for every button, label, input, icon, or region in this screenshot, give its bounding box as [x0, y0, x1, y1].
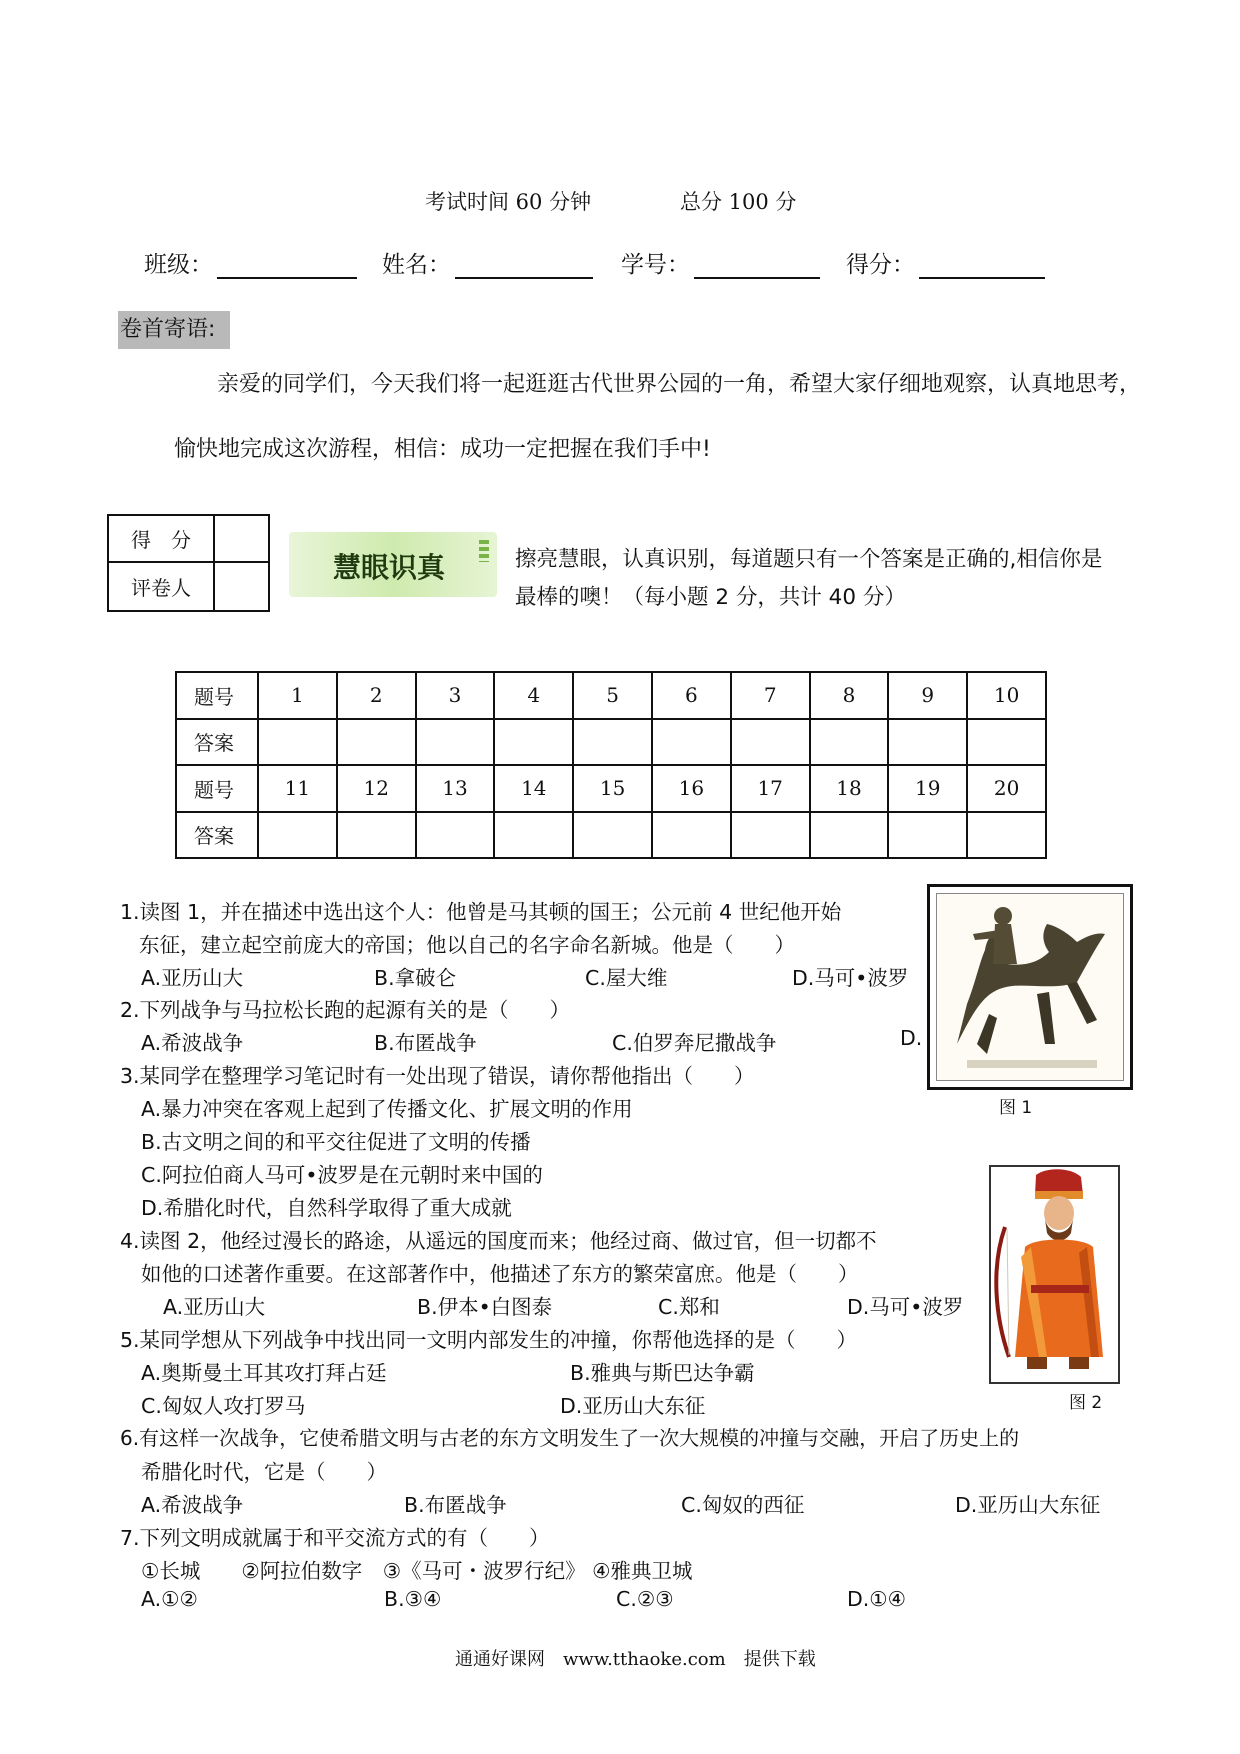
q1-option-b[interactable]: B.拿破仑 [374, 966, 457, 990]
answer-cell[interactable] [573, 719, 652, 766]
q2-option-d[interactable]: D. [900, 1026, 923, 1050]
answer-cell[interactable] [494, 812, 573, 859]
preface-line-1: 亲爱的同学们，今天我们将一起逛逛古代世界公园的一角，希望大家仔细地观察，认真地思考， [217, 372, 1142, 397]
preface-line-2: 愉快地完成这次游程，相信：成功一定把握在我们手中! [174, 437, 711, 462]
q4-option-d[interactable]: D.马可•波罗 [847, 1295, 964, 1319]
answer-table-answer-label: 答案 [176, 812, 258, 859]
q4-option-a[interactable]: A.亚历山大 [163, 1295, 266, 1319]
score-box [107, 514, 270, 612]
q4-line-2: 如他的口述著作重要。在这部著作中，他描述了东方的繁荣富庶。他是（ ） [141, 1262, 859, 1286]
answer-table-number: 15 [573, 765, 652, 812]
answer-cell[interactable] [573, 812, 652, 859]
score-box-grader-cell[interactable] [214, 562, 269, 611]
answer-cell[interactable] [731, 812, 810, 859]
q3-stem: 3.某同学在整理学习笔记时有一处出现了错误，请你帮他指出（ ） [120, 1064, 755, 1088]
answer-table-number: 12 [337, 765, 416, 812]
student-no-label: 学号： [621, 252, 690, 278]
q7-option-c[interactable]: C.②③ [616, 1587, 674, 1611]
answer-cell[interactable] [258, 719, 337, 766]
q6-option-b[interactable]: B.布匿战争 [404, 1493, 507, 1517]
answer-table-number: 6 [652, 672, 731, 719]
answer-cell[interactable] [967, 812, 1046, 859]
answer-cell[interactable] [652, 812, 731, 859]
answer-table-number: 8 [810, 672, 889, 719]
total-score: 总分 100 分 [680, 190, 797, 214]
section-instruction-2: 最棒的噢！（每小题 2 分，共计 40 分） [515, 585, 906, 610]
q1-option-d[interactable]: D.马可•波罗 [792, 966, 909, 990]
q7-option-a[interactable]: A.①② [141, 1587, 198, 1611]
q4-option-c[interactable]: C.郑和 [658, 1295, 720, 1319]
answer-table-number: 2 [337, 672, 416, 719]
answer-cell[interactable] [652, 719, 731, 766]
q5-option-c[interactable]: C.匈奴人攻打罗马 [141, 1394, 306, 1418]
figure-1-caption: 图 1 [999, 1098, 1033, 1118]
figure-2 [989, 1165, 1120, 1384]
answer-table-number: 16 [652, 765, 731, 812]
q2-stem: 2.下列战争与马拉松长跑的起源有关的是（ ） [120, 998, 571, 1022]
name-blank[interactable] [455, 255, 593, 279]
q1-line-1: 1.读图 1，并在描述中选出这个人：他曾是马其顿的国王；公元前 4 世纪他开始 [120, 900, 842, 924]
preface-label: 卷首寄语: [118, 311, 230, 349]
q4-option-b[interactable]: B.伊本•白图泰 [417, 1295, 553, 1319]
answer-table-number: 18 [810, 765, 889, 812]
answer-table-answer-label: 答案 [176, 719, 258, 766]
answer-cell[interactable] [337, 719, 416, 766]
q7-option-b[interactable]: B.③④ [384, 1587, 442, 1611]
answer-cell[interactable] [416, 719, 495, 766]
figure-2-caption: 图 2 [1069, 1393, 1103, 1413]
q7-stem: 7.下列文明成就属于和平交流方式的有（ ） [120, 1526, 550, 1550]
answer-cell[interactable] [337, 812, 416, 859]
answer-table-number: 19 [888, 765, 967, 812]
answer-cell[interactable] [416, 812, 495, 859]
q3-option-a[interactable]: A.暴力冲突在客观上起到了传播文化、扩展文明的作用 [141, 1097, 633, 1121]
answer-table-number: 17 [731, 765, 810, 812]
q7-items: ①长城 ②阿拉伯数字 ③《马可・波罗行纪》 ④雅典卫城 [141, 1559, 693, 1583]
banner-stripe-icon [479, 540, 489, 562]
portrait-figure-icon [991, 1167, 1118, 1382]
q3-option-b[interactable]: B.古文明之间的和平交往促进了文明的传播 [141, 1130, 531, 1154]
student-no-blank[interactable] [694, 255, 820, 279]
answer-cell[interactable] [494, 719, 573, 766]
q1-option-a[interactable]: A.亚历山大 [141, 966, 244, 990]
answer-table-number: 10 [967, 672, 1046, 719]
section-banner-title: 慧眼识真 [333, 551, 446, 584]
score-box-score-label: 得 分 [108, 515, 214, 562]
equestrian-statue-icon [937, 894, 1123, 1080]
answer-table-number: 5 [573, 672, 652, 719]
section-banner [289, 532, 497, 597]
q1-line-2: 东征，建立起空前庞大的帝国；他以自己的名字命名新城。他是（ ） [139, 933, 795, 957]
answer-table-number: 7 [731, 672, 810, 719]
answer-cell[interactable] [967, 719, 1046, 766]
answer-table-number: 1 [258, 672, 337, 719]
answer-table-number: 4 [494, 672, 573, 719]
answer-table-number-label: 题号 [176, 672, 258, 719]
answer-table-number-label: 题号 [176, 765, 258, 812]
class-field[interactable] [144, 246, 357, 279]
name-field[interactable] [382, 246, 593, 279]
answer-table-number: 3 [416, 672, 495, 719]
answer-table-number: 11 [258, 765, 337, 812]
q5-option-a[interactable]: A.奥斯曼土耳其攻打拜占廷 [141, 1361, 387, 1385]
q6-option-a[interactable]: A.希波战争 [141, 1493, 244, 1517]
student-no-field[interactable] [621, 246, 820, 279]
answer-table-number: 9 [888, 672, 967, 719]
q3-option-c[interactable]: C.阿拉伯商人马可•波罗是在元朝时来中国的 [141, 1163, 543, 1187]
q5-option-b[interactable]: B.雅典与斯巴达争霸 [570, 1361, 755, 1385]
answer-table-number: 20 [967, 765, 1046, 812]
score-label: 得分： [846, 252, 915, 278]
figure-1 [927, 884, 1133, 1090]
q2-option-c[interactable]: C.伯罗奔尼撒战争 [612, 1031, 777, 1055]
answer-table [175, 671, 1047, 859]
footer-source: 通通好课网 www.tthaoke.com 提供下载 [455, 1649, 816, 1670]
section-instruction-1: 擦亮慧眼，认真识别，每道题只有一个答案是正确的,相信你是 [515, 547, 1103, 572]
q5-stem: 5.某同学想从下列战争中找出同一文明内部发生的冲撞，你帮他选择的是（ ） [120, 1328, 858, 1352]
q6-option-c[interactable]: C.匈奴的西征 [681, 1493, 805, 1517]
score-box-score-cell[interactable] [214, 515, 269, 562]
class-label: 班级： [144, 252, 213, 278]
answer-cell[interactable] [888, 812, 967, 859]
q4-line-1: 4.读图 2，他经过漫长的路途，从遥远的国度而来；他经过商、做过官，但一切都不 [120, 1229, 877, 1253]
q1-option-c[interactable]: C.屋大维 [585, 966, 668, 990]
answer-table-number: 14 [494, 765, 573, 812]
q6-line-2: 希腊化时代，它是（ ） [141, 1460, 387, 1484]
q2-option-b[interactable]: B.布匿战争 [374, 1031, 477, 1055]
q7-option-d[interactable]: D.①④ [847, 1587, 907, 1611]
answer-cell[interactable] [888, 719, 967, 766]
answer-cell[interactable] [731, 719, 810, 766]
score-field[interactable] [846, 246, 1045, 279]
q6-line-1: 6.有这样一次战争，它使希腊文明与古老的东方文明发生了一次大规模的冲撞与交融，开启了历史上的 [120, 1426, 1020, 1450]
score-blank[interactable] [919, 255, 1045, 279]
answer-table-number: 13 [416, 765, 495, 812]
class-blank[interactable] [217, 255, 357, 279]
answer-cell[interactable] [258, 812, 337, 859]
q3-option-d[interactable]: D.希腊化时代，自然科学取得了重大成就 [141, 1196, 512, 1220]
name-label: 姓名： [382, 252, 451, 278]
q5-option-d[interactable]: D.亚历山大东征 [560, 1394, 706, 1418]
answer-cell[interactable] [810, 812, 889, 859]
exam-time: 考试时间 60 分钟 [425, 190, 592, 214]
q2-option-a[interactable]: A.希波战争 [141, 1031, 244, 1055]
answer-cell[interactable] [810, 719, 889, 766]
q6-option-d[interactable]: D.亚历山大东征 [955, 1493, 1101, 1517]
score-box-grader-label: 评卷人 [108, 562, 214, 611]
